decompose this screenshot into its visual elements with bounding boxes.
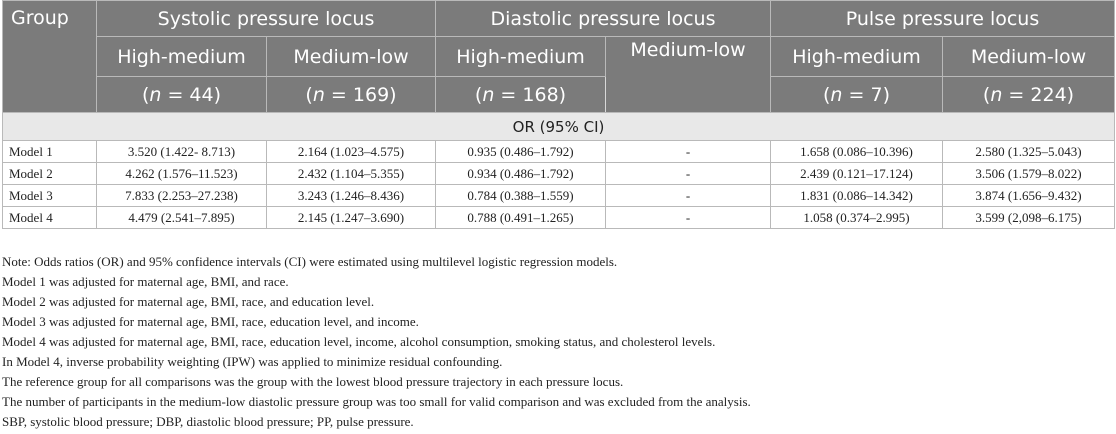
table-cell: 1.658 (0.086–10.396) [771, 141, 943, 163]
table-cell: 7.833 (2.253–27.238) [97, 185, 267, 207]
table-cell: 1.831 (0.086–14.342) [771, 185, 943, 207]
table-cell: 0.934 (0.486–1.792) [436, 163, 606, 185]
n-value: 7 [870, 83, 883, 106]
n-value: 168 [522, 83, 559, 106]
or-band-label: OR (95% CI) [3, 113, 1115, 141]
footnote-line: Model 1 was adjusted for maternal age, BMI, and race. [2, 274, 289, 289]
table-cell: 0.935 (0.486–1.792) [436, 141, 606, 163]
row-label: Model 1 [3, 141, 97, 163]
footnote-line: The reference group for all comparisons was the group with the lowest blood pressure trajectory in each pressure locus. [2, 374, 624, 389]
header-row-counts [3, 77, 1115, 113]
pulse-high-medium-n: (n = 7) [771, 77, 943, 113]
pulse-medium-low-n: (n = 224) [943, 77, 1115, 113]
table-row [3, 185, 1115, 207]
table-cell: 4.479 (2.541–7.895) [97, 207, 267, 229]
footnote-line: Model 4 was adjusted for maternal age, BMI, race, education level, income, alcohol consumption, smoking status, and cholesterol levels. [2, 334, 716, 349]
systolic-medium-low-header: Medium-low [267, 37, 436, 77]
diastolic-medium-low-header: Medium-low [606, 37, 771, 113]
table-cell: 3.874 (1.656–9.432) [943, 185, 1115, 207]
diastolic-high-medium-header: High-medium [436, 37, 606, 77]
footnote-line: Model 3 was adjusted for maternal age, BMI, race, education level, and income. [2, 314, 419, 329]
header-row-loci [3, 1, 1115, 37]
n-value: 44 [189, 83, 214, 106]
n-symbol: n [990, 83, 1003, 106]
table-cell: 1.058 (0.374–2.995) [771, 207, 943, 229]
footnote-line: Model 2 was adjusted for maternal age, BMI, race, and education level. [2, 294, 375, 309]
pulse-high-medium-header: High-medium [771, 37, 943, 77]
n-value: 224 [1030, 83, 1067, 106]
table-cell: - [606, 207, 771, 229]
table-cell: - [606, 163, 771, 185]
n-symbol: n [149, 83, 162, 106]
odds-ratio-table [2, 0, 1115, 229]
systolic-high-medium-n: (n = 44) [97, 77, 267, 113]
table-cell: 2.164 (1.023–4.575) [267, 141, 436, 163]
table-cell: 4.262 (1.576–11.523) [97, 163, 267, 185]
footnote-line: Note: Odds ratios (OR) and 95% confidence intervals (CI) were estimated using multilevel logistic regression models. [2, 254, 618, 269]
group-header: Group [3, 1, 97, 113]
n-symbol: n [830, 83, 843, 106]
or-band-row [3, 113, 1115, 141]
row-label: Model 2 [3, 163, 97, 185]
systolic-medium-low-n: (n = 169) [267, 77, 436, 113]
n-symbol: n [482, 83, 495, 106]
systolic-high-medium-header: High-medium [97, 37, 267, 77]
row-label: Model 4 [3, 207, 97, 229]
table-row [3, 163, 1115, 185]
n-value: 169 [352, 83, 390, 106]
table-cell: 2.145 (1.247–3.690) [267, 207, 436, 229]
table-row [3, 207, 1115, 229]
header-row-levels [3, 37, 1115, 77]
pulse-locus-header: Pulse pressure locus [771, 1, 1115, 37]
n-symbol: n [312, 83, 325, 106]
footnote-line: SBP, systolic blood pressure; DBP, diastolic blood pressure; PP, pulse pressure. [2, 414, 414, 429]
footnote-line: In Model 4, inverse probability weighting (IPW) was applied to minimize residual confounding. [2, 354, 503, 369]
table-cell: - [606, 185, 771, 207]
diastolic-locus-header: Diastolic pressure locus [436, 1, 771, 37]
table-row [3, 141, 1115, 163]
table-cell: 2.580 (1.325–5.043) [943, 141, 1115, 163]
diastolic-high-medium-n: (n = 168) [436, 77, 606, 113]
table-cell: 0.784 (0.388–1.559) [436, 185, 606, 207]
table-cell: 0.788 (0.491–1.265) [436, 207, 606, 229]
systolic-locus-header: Systolic pressure locus [97, 1, 436, 37]
footnote-line: The number of participants in the medium-low diastolic pressure group was too small for valid comparison and was excluded from the analysis. [2, 394, 751, 409]
table-cell: 2.439 (0.121–17.124) [771, 163, 943, 185]
table-cell: 3.243 (1.246–8.436) [267, 185, 436, 207]
row-label: Model 3 [3, 185, 97, 207]
table-cell: 3.506 (1.579–8.022) [943, 163, 1115, 185]
pulse-medium-low-header: Medium-low [943, 37, 1115, 77]
table-cell: 3.599 (2,098–6.175) [943, 207, 1115, 229]
table-cell: - [606, 141, 771, 163]
table-cell: 3.520 (1.422- 8.713) [97, 141, 267, 163]
table-cell: 2.432 (1.104–5.355) [267, 163, 436, 185]
table-footnotes [2, 252, 1112, 432]
